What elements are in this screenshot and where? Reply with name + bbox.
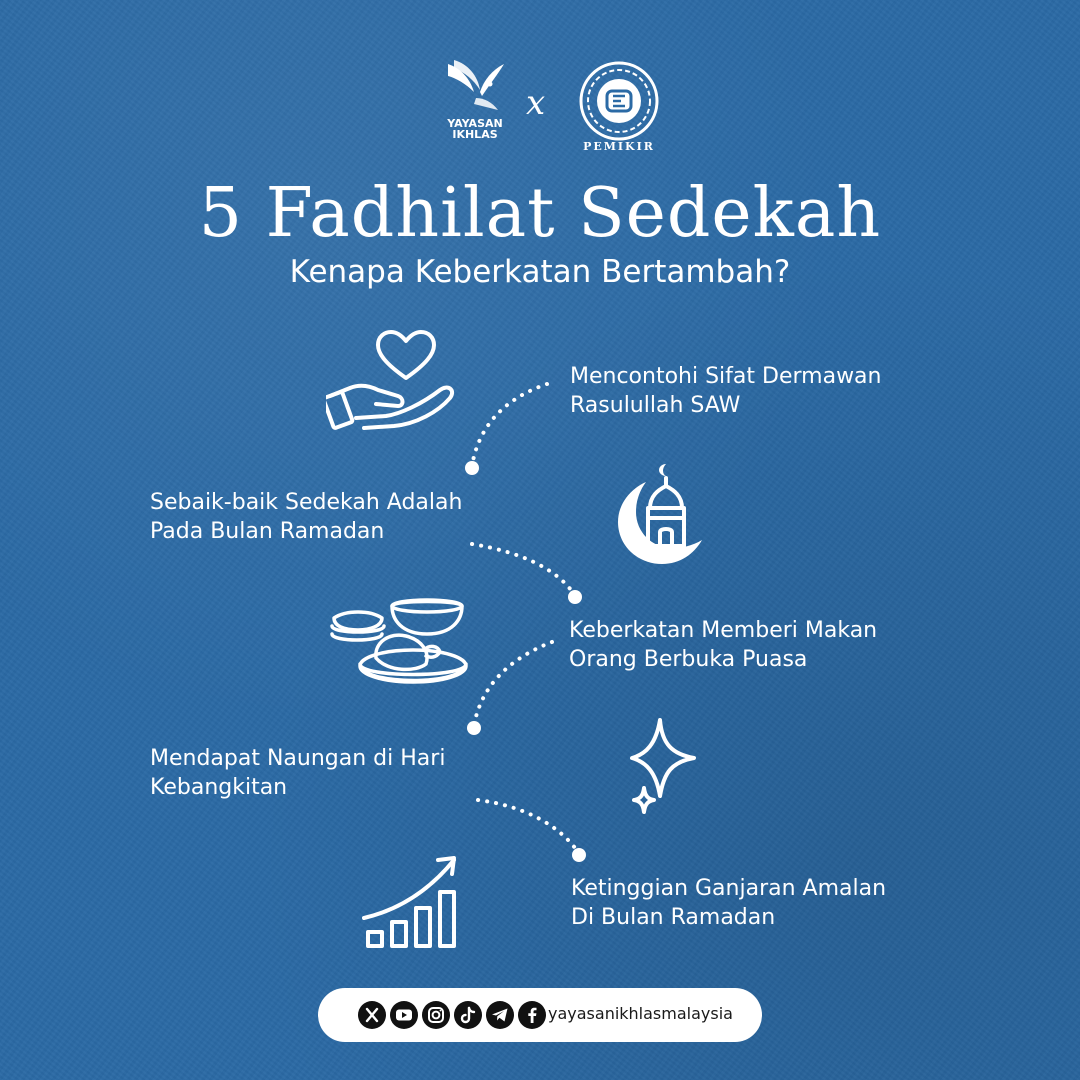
fadhilat-item-2: Sebaik-baik Sedekah Adalah Pada Bulan Ramadan xyxy=(150,490,463,544)
logo-separator: x xyxy=(526,83,546,123)
yayasan-ikhlas-name: YAYASAN IKHLAS xyxy=(447,117,503,141)
facebook-icon[interactable] xyxy=(518,1001,546,1029)
instagram-icon[interactable] xyxy=(422,1001,450,1029)
food-platter-icon xyxy=(326,596,472,692)
connector-2 xyxy=(472,544,574,594)
x-icon[interactable] xyxy=(358,1001,386,1029)
fadhilat-item-1: Mencontohi Sifat Dermawan Rasulullah SAW xyxy=(570,364,882,418)
page-subtitle: Kenapa Keberkatan Bertambah? xyxy=(289,254,791,290)
tiktok-icon[interactable] xyxy=(454,1001,482,1029)
fadhilat-item-5: Ketinggian Ganjaran Amalan Di Bulan Ramadan xyxy=(571,876,887,930)
social-footer xyxy=(318,988,762,1042)
mosque-crescent-icon xyxy=(612,462,708,566)
connector-1 xyxy=(472,384,547,466)
growth-chart-icon xyxy=(358,854,462,950)
pemikir-name: PEMIKIR xyxy=(583,140,655,153)
fadhilat-item-4: Mendapat Naungan di Hari Kebangkitan xyxy=(150,746,446,800)
fadhilat-item-3: Keberkatan Memberi Makan Orang Berbuka Puasa xyxy=(569,618,878,672)
page-title: 5 Fadhilat Sedekah xyxy=(198,174,882,253)
connector-3 xyxy=(474,642,552,726)
sparkle-stars-icon xyxy=(628,716,700,814)
heart-hand-icon xyxy=(326,330,462,430)
youtube-icon[interactable] xyxy=(390,1001,418,1029)
connector-dot-2 xyxy=(568,590,582,604)
social-handle[interactable]: yayasanikhlasmalaysia xyxy=(548,1004,733,1023)
connector-4 xyxy=(478,800,578,852)
connector-dot-3 xyxy=(467,721,481,735)
connector-dot-1 xyxy=(465,461,479,475)
connector-dot-4 xyxy=(572,848,586,862)
telegram-icon[interactable] xyxy=(486,1001,514,1029)
